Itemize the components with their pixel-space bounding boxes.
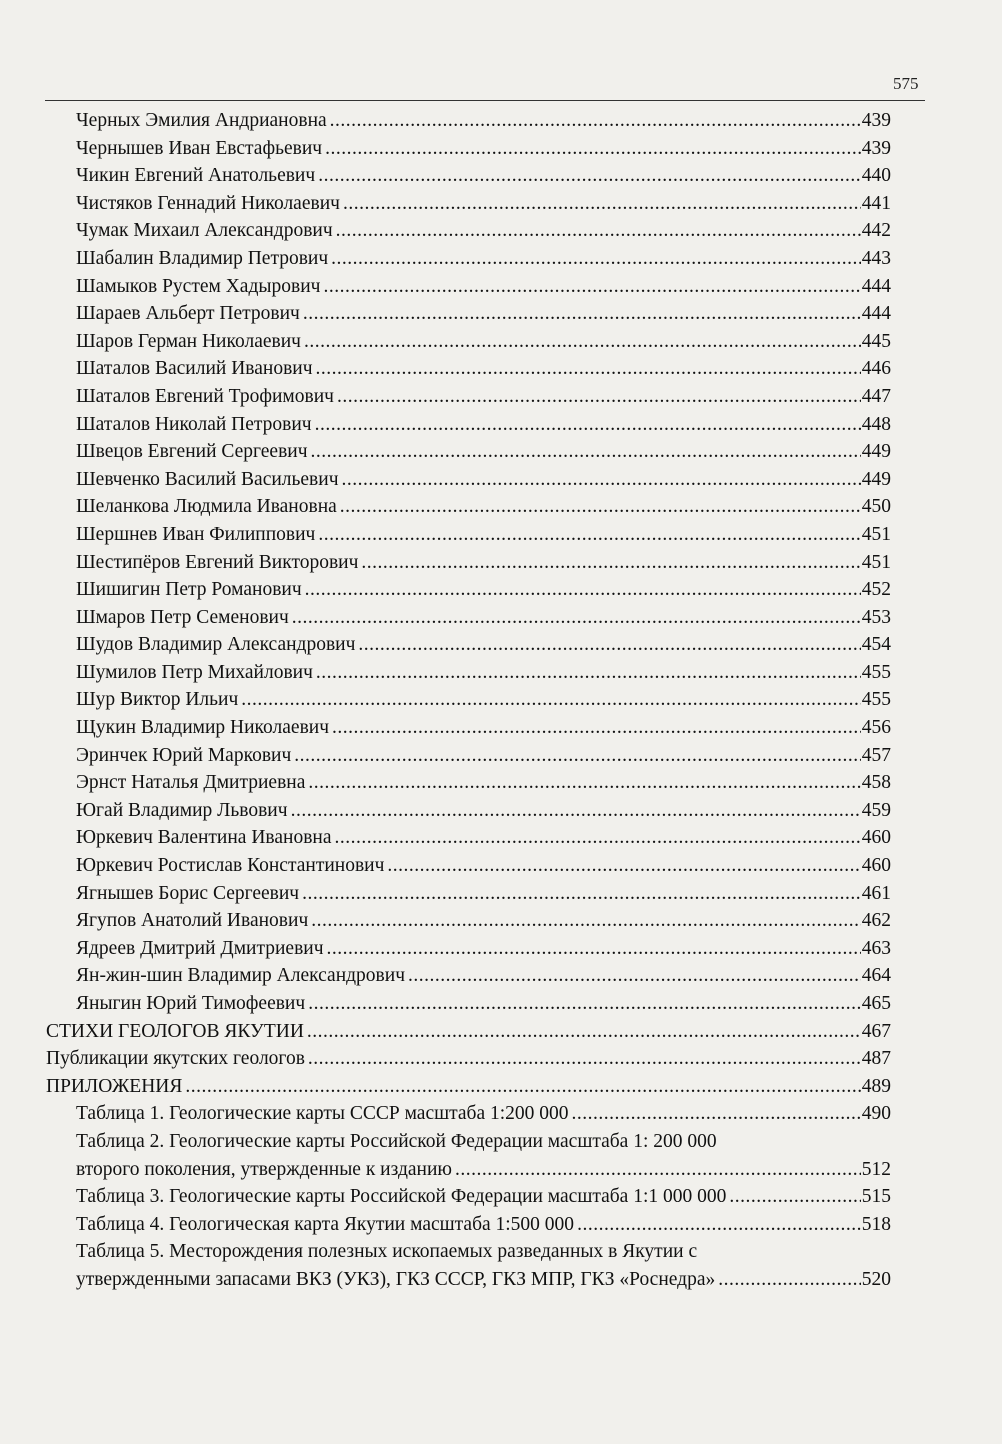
toc-entry-page: 443 <box>861 247 891 269</box>
dot-leader <box>337 383 861 411</box>
toc-entry-page: 439 <box>861 137 891 159</box>
toc-entry-title: Шаталов Николай Петрович <box>76 413 312 435</box>
toc-entry-page: 445 <box>861 330 891 352</box>
toc-entry-title: Шудов Владимир Александрович <box>76 634 356 656</box>
toc-entry-title: Эрнст Наталья Дмитриевна <box>76 772 306 794</box>
toc-entry-page: 456 <box>861 717 891 739</box>
toc-entry-title: Шестипёров Евгений Викторович <box>76 551 359 573</box>
toc-entry-appendices[interactable] <box>46 1073 891 1101</box>
toc-entry-title-line2: утвержденными запасами ВКЗ (УКЗ), ГКЗ СССР, ГКЗ МПР, ГКЗ «Роснедра» <box>76 1268 716 1290</box>
toc-entry-title: Шумилов Петр Михайлович <box>76 661 313 683</box>
toc-entry-person[interactable] <box>76 217 891 245</box>
dot-leader <box>361 549 860 577</box>
toc-entry-page: 441 <box>861 192 891 214</box>
dot-leader <box>325 135 861 163</box>
toc-entry-title: Шершнев Иван Филиппович <box>76 523 316 545</box>
toc-entry-title: Чернышев Иван Евстафьевич <box>76 137 323 159</box>
header-rule <box>45 100 925 101</box>
toc-entry-title: Шеланкова Людмила Ивановна <box>76 496 337 518</box>
toc-entry-title: Чистяков Геннадий Николаевич <box>76 192 340 214</box>
dot-leader <box>455 1156 861 1184</box>
toc-entry-title: Юркевич Валентина Ивановна <box>76 827 332 849</box>
toc-entry-person[interactable] <box>76 852 891 880</box>
toc-entry-person[interactable] <box>76 245 891 273</box>
dot-leader <box>318 162 861 190</box>
toc-entry-title-line1: Таблица 2. Геологические карты Российской Федерации масштаба 1: 200 000 <box>76 1130 717 1152</box>
toc-entry-person[interactable] <box>76 576 891 604</box>
toc-entry-page: 444 <box>861 303 891 325</box>
toc-entry-page: 451 <box>861 523 891 545</box>
toc-entry-person[interactable] <box>76 631 891 659</box>
toc-entry-title: Ядреев Дмитрий Дмитриевич <box>76 937 324 959</box>
toc-entry-title: Шаров Герман Николаевич <box>76 330 301 352</box>
toc-entry-poems[interactable] <box>46 1018 891 1046</box>
toc-entry-table-2[interactable] <box>76 1128 891 1183</box>
dot-leader <box>308 769 860 797</box>
toc-entry-page: 460 <box>861 855 891 877</box>
dot-leader <box>185 1073 860 1101</box>
dot-leader <box>303 300 861 328</box>
toc-entry-person[interactable] <box>76 990 891 1018</box>
toc-entry-page: 451 <box>861 551 891 573</box>
toc-entry-title-line2: второго поколения, утвержденные к изданию <box>76 1158 452 1180</box>
toc-entry-person[interactable] <box>76 686 891 714</box>
toc-entry-person[interactable] <box>76 824 891 852</box>
toc-entry-page: 442 <box>861 220 891 242</box>
dot-leader <box>305 576 861 604</box>
dot-leader <box>343 190 861 218</box>
toc-entry-title: Шевченко Василий Васильевич <box>76 468 339 490</box>
dot-leader <box>291 797 861 825</box>
toc-entry-person[interactable] <box>76 300 891 328</box>
toc-entry-title: СТИХИ ГЕОЛОГОВ ЯКУТИИ <box>46 1020 304 1042</box>
toc-entry-page: 447 <box>861 385 891 407</box>
toc-entry-person[interactable] <box>76 438 891 466</box>
dot-leader <box>316 659 861 687</box>
toc-entry-title: Швецов Евгений Сергеевич <box>76 441 308 463</box>
dot-leader <box>311 438 861 466</box>
dot-leader <box>340 493 861 521</box>
dot-leader <box>294 742 860 770</box>
toc-entry-page: 452 <box>861 579 891 601</box>
toc-entry-title: Щукин Владимир Николаевич <box>76 717 330 739</box>
toc-entry-title: Шамыков Рустем Хадырович <box>76 275 321 297</box>
dot-leader <box>311 907 861 935</box>
dot-leader <box>327 935 861 963</box>
toc-entry-table-3[interactable] <box>76 1183 891 1211</box>
toc-entry-page: 520 <box>861 1268 891 1290</box>
toc-entry-page: 458 <box>861 772 891 794</box>
toc-entry-person[interactable] <box>76 328 891 356</box>
toc-entry-title: Ягупов Анатолий Иванович <box>76 910 309 932</box>
toc-entry-title: Югай Владимир Львович <box>76 799 288 821</box>
toc-entry-page: 467 <box>861 1020 891 1042</box>
toc-entry-page: 446 <box>861 358 891 380</box>
toc-entry-title: Ян-жин-шин Владимир Александрович <box>76 965 405 987</box>
toc-entry-person[interactable] <box>76 907 891 935</box>
toc-entry-page: 489 <box>861 1075 891 1097</box>
toc-entry-title: Ягнышев Борис Сергеевич <box>76 882 300 904</box>
toc-entry-page: 449 <box>861 468 891 490</box>
toc-entry-page: 461 <box>861 882 891 904</box>
toc-entry-title: Шмаров Петр Семенович <box>76 606 289 628</box>
toc-entry-person[interactable] <box>76 797 891 825</box>
toc-entry-person[interactable] <box>76 880 891 908</box>
toc-entry-person[interactable] <box>76 162 891 190</box>
toc-entry-person[interactable] <box>76 273 891 301</box>
dot-leader <box>332 714 861 742</box>
toc-entry-page: 439 <box>861 110 891 131</box>
dot-leader <box>241 686 860 714</box>
toc-entry-table-1[interactable] <box>76 1100 891 1128</box>
dot-leader <box>572 1100 861 1128</box>
dot-leader <box>318 521 860 549</box>
toc-entry-person[interactable] <box>76 190 891 218</box>
toc-entry-page: 440 <box>861 165 891 187</box>
toc-entry-person[interactable] <box>76 935 891 963</box>
dot-leader <box>308 1045 861 1073</box>
dot-leader <box>342 466 861 494</box>
toc-entry-title: Таблица 1. Геологические карты СССР масштаба 1:200 000 <box>76 1103 569 1125</box>
toc-entry-person[interactable] <box>76 411 891 439</box>
toc-entry-page: 450 <box>861 496 891 518</box>
toc-entry-page: 444 <box>861 275 891 297</box>
toc-entry-page: 515 <box>861 1186 891 1208</box>
toc-entry-title: Чумак Михаил Александрович <box>76 220 333 242</box>
dot-leader <box>577 1211 861 1239</box>
dot-leader <box>408 962 861 990</box>
dot-leader <box>302 880 861 908</box>
toc-entry-title-line1: Таблица 5. Месторождения полезных ископаемых разведанных в Якутии с <box>76 1241 698 1263</box>
toc-entry-person[interactable] <box>76 135 891 163</box>
toc-entry-person[interactable] <box>76 604 891 632</box>
dot-leader <box>292 604 861 632</box>
toc-entry-person[interactable] <box>76 466 891 494</box>
dot-leader <box>307 1018 861 1046</box>
toc-entry-page: 487 <box>861 1048 891 1070</box>
toc-entry-page: 464 <box>861 965 891 987</box>
toc-entry-person[interactable] <box>76 383 891 411</box>
toc-entry-title: Шишигин Петр Романович <box>76 579 302 601</box>
toc-entry-page: 457 <box>861 744 891 766</box>
toc-entry-page: 518 <box>861 1213 891 1235</box>
toc-entry-title: Шараев Альберт Петрович <box>76 303 300 325</box>
toc-entry-person[interactable] <box>76 355 891 383</box>
toc-entry-title: Шабалин Владимир Петрович <box>76 247 329 269</box>
toc-entry-title: Эринчек Юрий Маркович <box>76 744 292 766</box>
toc-entry-person[interactable] <box>76 742 891 770</box>
toc-entry-page: 455 <box>861 661 891 683</box>
toc-entry-title: Черных Эмилия Андриановна <box>76 110 327 131</box>
toc-entry-person[interactable] <box>76 549 891 577</box>
toc-entry-title: Юркевич Ростислав Константинович <box>76 855 385 877</box>
dot-leader <box>304 328 861 356</box>
toc-entry-title: Публикации якутских геологов <box>46 1048 305 1070</box>
toc-entry-person[interactable] <box>76 107 891 135</box>
dot-leader <box>330 107 861 135</box>
toc-entry-table-4[interactable] <box>76 1211 891 1239</box>
toc-entry-title: Шаталов Василий Иванович <box>76 358 313 380</box>
dot-leader <box>323 273 860 301</box>
toc-entry-person[interactable] <box>76 714 891 742</box>
toc-entry-page: 512 <box>861 1158 891 1180</box>
dot-leader <box>316 355 861 383</box>
dot-leader <box>718 1266 861 1294</box>
persons-list <box>0 107 1002 1018</box>
toc-entry-page: 455 <box>861 689 891 711</box>
dot-leader <box>331 245 861 273</box>
toc-entry-page: 463 <box>861 937 891 959</box>
dot-leader <box>336 217 861 245</box>
toc-entry-title: Таблица 3. Геологические карты Российской Федерации масштаба 1:1 000 000 <box>76 1186 727 1208</box>
toc-entry-page: 490 <box>861 1103 891 1125</box>
toc-entry-title: Шаталов Евгений Трофимович <box>76 385 334 407</box>
toc-entry-page: 453 <box>861 606 891 628</box>
page-number: 575 <box>893 74 919 93</box>
toc-entry-page: 448 <box>861 413 891 435</box>
dot-leader <box>335 824 861 852</box>
toc-entry-page: 465 <box>861 993 891 1014</box>
toc-entry-person[interactable] <box>76 493 891 521</box>
toc-entry-title: ПРИЛОЖЕНИЯ <box>46 1075 183 1097</box>
dot-leader <box>387 852 860 880</box>
dot-leader <box>729 1183 860 1211</box>
table-of-contents <box>0 107 1002 1294</box>
toc-entry-person[interactable] <box>76 521 891 549</box>
toc-entry-page: 462 <box>861 910 891 932</box>
toc-entry-person[interactable] <box>76 769 891 797</box>
toc-entry-page: 460 <box>861 827 891 849</box>
toc-entry-title: Яныгин Юрий Тимофеевич <box>76 993 306 1014</box>
toc-entry-title: Чикин Евгений Анатольевич <box>76 165 316 187</box>
toc-entry-title: Таблица 4. Геологическая карта Якутии масштаба 1:500 000 <box>76 1213 575 1235</box>
toc-entry-person[interactable] <box>76 962 891 990</box>
dot-leader <box>315 411 861 439</box>
toc-entry-page: 459 <box>861 799 891 821</box>
toc-entry-page: 454 <box>861 634 891 656</box>
toc-entry-table-5[interactable] <box>76 1238 891 1293</box>
dot-leader <box>358 631 860 659</box>
toc-entry-publications[interactable] <box>46 1045 891 1073</box>
dot-leader <box>308 990 861 1018</box>
toc-entry-person[interactable] <box>76 659 891 687</box>
toc-entry-title: Шур Виктор Ильич <box>76 689 239 711</box>
toc-entry-page: 449 <box>861 441 891 463</box>
